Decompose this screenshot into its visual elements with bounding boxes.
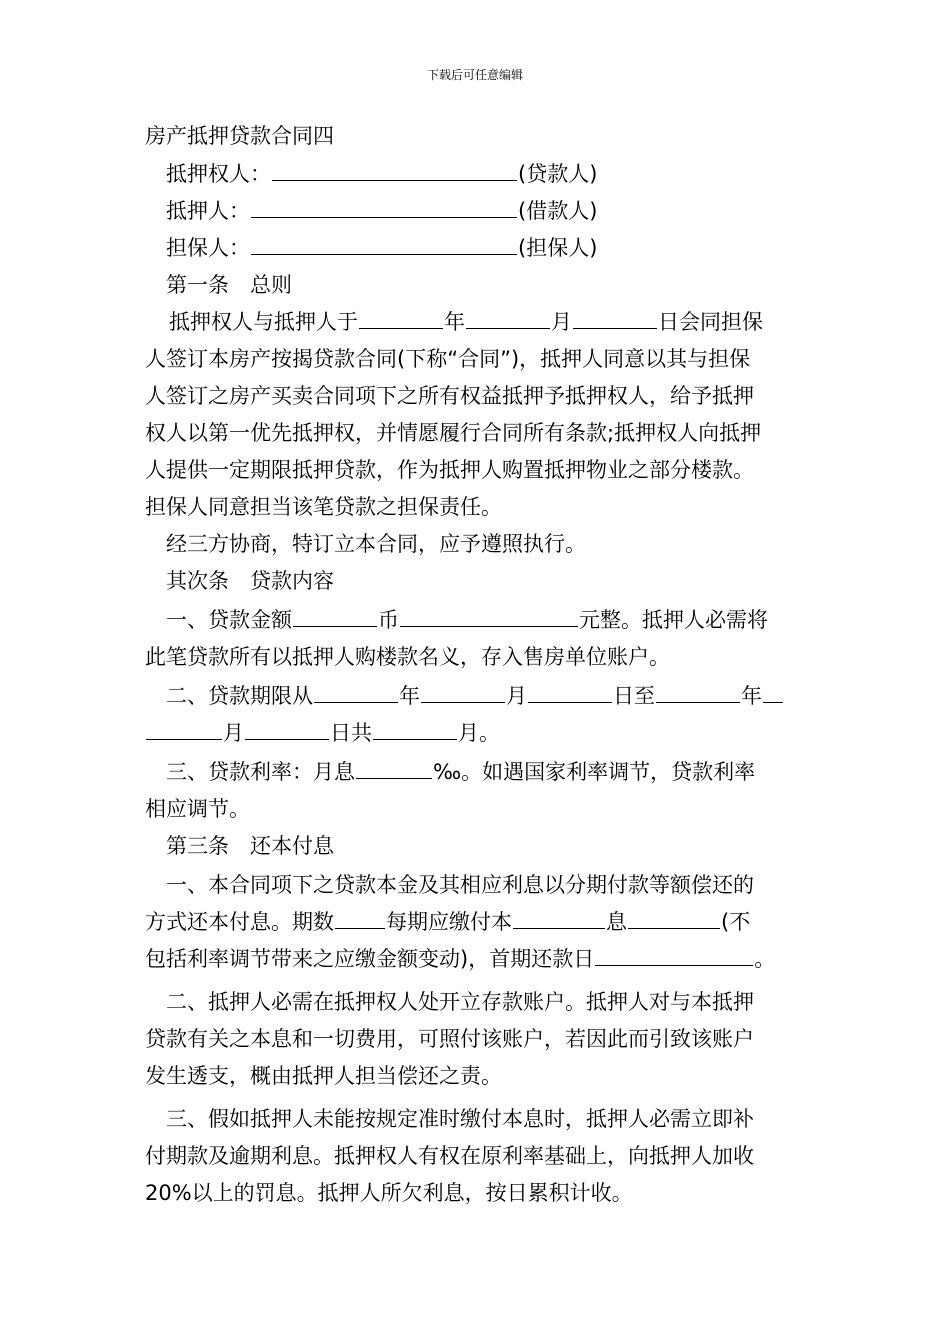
text: 元整。抵押人必需将: [579, 608, 768, 632]
blank-first-payment-date[interactable]: [595, 943, 753, 966]
party-label: 抵押人：: [166, 199, 250, 223]
text: 年: [741, 684, 762, 708]
text: 月: [223, 721, 244, 745]
article-3-heading: 第三条 还本付息: [166, 834, 334, 858]
paragraph-line: 20%以上的罚息。抵押人所欠利息，按日累积计收。: [145, 1181, 633, 1205]
paragraph-line: 发生透支，概由抵押人担当偿还之责。: [145, 1064, 502, 1088]
paragraph-line: [145, 304, 807, 341]
text: 币: [378, 608, 399, 632]
party-mortgagee: [145, 156, 807, 193]
blank-currency-amount[interactable]: [400, 604, 578, 627]
blank-day[interactable]: [245, 717, 329, 740]
blank-year[interactable]: [314, 680, 398, 703]
blank-month[interactable]: [421, 680, 505, 703]
text: 。: [754, 947, 776, 971]
party-mortgagor: [145, 193, 807, 230]
text: 年: [399, 684, 420, 708]
text: 息: [606, 910, 627, 934]
paragraph-line: 人签订之房产买卖合同项下之所有权益抵押予抵押权人，给予抵押: [145, 384, 754, 408]
paragraph-line: [145, 678, 807, 715]
party-role: (贷款人): [518, 162, 598, 186]
blank-year[interactable]: [656, 680, 740, 703]
text: 二、贷款期限从: [166, 684, 313, 708]
blank-day[interactable]: [528, 680, 612, 703]
paragraph-line: 此笔贷款所有以抵押人购楼款名义，存入售房单位账户。: [145, 645, 670, 669]
blank-day[interactable]: [573, 306, 657, 329]
blank-field[interactable]: [272, 158, 517, 181]
paragraph-line: 担保人同意担当该笔贷款之担保责任。: [145, 495, 502, 519]
page-header: 下载后可任意编辑: [426, 68, 523, 82]
text: 方式还本付息。期数: [145, 910, 334, 934]
paragraph-line: 付期款及逾期利息。抵押权人有权在原利率基础上，向抵押人加收: [145, 1144, 754, 1168]
paragraph-line: [145, 602, 807, 639]
text: (不: [721, 910, 751, 934]
text: 月: [506, 684, 527, 708]
paragraph-line: 经三方协商，特订立本合同，应予遵照执行。: [166, 532, 586, 556]
article-2-heading: 其次条 贷款内容: [166, 569, 334, 593]
paragraph-line: [145, 941, 807, 978]
paragraph-line: [145, 904, 807, 941]
paragraph-line: 人签订本房产按揭贷款合同(下称“合同”)，抵押人同意以其与担保: [145, 347, 751, 371]
party-label: 担保人：: [166, 236, 250, 260]
text: 日会同担保: [658, 310, 763, 334]
article-1-heading: 第一条 总则: [166, 273, 292, 297]
text: 日至: [613, 684, 655, 708]
paragraph-line: 人提供一定期限抵押贷款，作为抵押人购置抵押物业之部分楼款。: [145, 458, 754, 482]
blank-periods[interactable]: [335, 906, 385, 929]
party-role: (担保人): [518, 236, 598, 260]
blank-amount[interactable]: [293, 604, 377, 627]
blank-principal[interactable]: [513, 906, 605, 929]
blank-month[interactable]: [146, 717, 222, 740]
blank-field[interactable]: [763, 680, 783, 703]
text: 日共: [330, 721, 372, 745]
paragraph-line: [145, 754, 807, 791]
text: 抵押权人与抵押人于: [169, 310, 358, 334]
party-role: (借款人): [518, 199, 598, 223]
party-label: 抵押权人：: [166, 162, 271, 186]
paragraph-line: 贷款有关之本息和一切费用，可照付该账户，若因此而引致该账户: [145, 1027, 754, 1051]
text: 月。: [458, 721, 500, 745]
document-title: 房产抵押贷款合同四: [145, 124, 334, 148]
text: 每期应缴付本: [386, 910, 512, 934]
paragraph-line: 相应调节。: [145, 797, 250, 821]
text: 年: [444, 310, 465, 334]
blank-rate[interactable]: [356, 756, 432, 779]
blank-month[interactable]: [466, 306, 550, 329]
paragraph-line: 一、本合同项下之贷款本金及其相应利息以分期付款等额偿还的: [166, 873, 754, 897]
paragraph-line: 权人以第一优先抵押权，并情愿履行合同所有条款;抵押权人向抵押: [145, 421, 762, 445]
blank-field[interactable]: [251, 195, 517, 218]
paragraph-line: 二、抵押人必需在抵押权人处开立存款账户。抵押人对与本抵押: [166, 990, 754, 1014]
party-guarantor: [145, 230, 807, 267]
blank-year[interactable]: [359, 306, 443, 329]
text: 月: [551, 310, 572, 334]
text: 三、贷款利率：月息: [166, 760, 355, 784]
blank-interest[interactable]: [628, 906, 720, 929]
paragraph-line: [145, 715, 807, 752]
blank-months[interactable]: [373, 717, 457, 740]
blank-field[interactable]: [251, 232, 517, 255]
contract-body: [145, 116, 807, 1212]
text: ‰。如遇国家利率调节，贷款利率: [433, 760, 756, 784]
text: 包括利率调节带来之应缴金额变动)，首期还款日: [145, 947, 595, 971]
text: 一、贷款金额: [166, 608, 292, 632]
paragraph-line: 三、假如抵押人未能按规定准时缴付本息时，抵押人必需立即补: [166, 1107, 754, 1131]
